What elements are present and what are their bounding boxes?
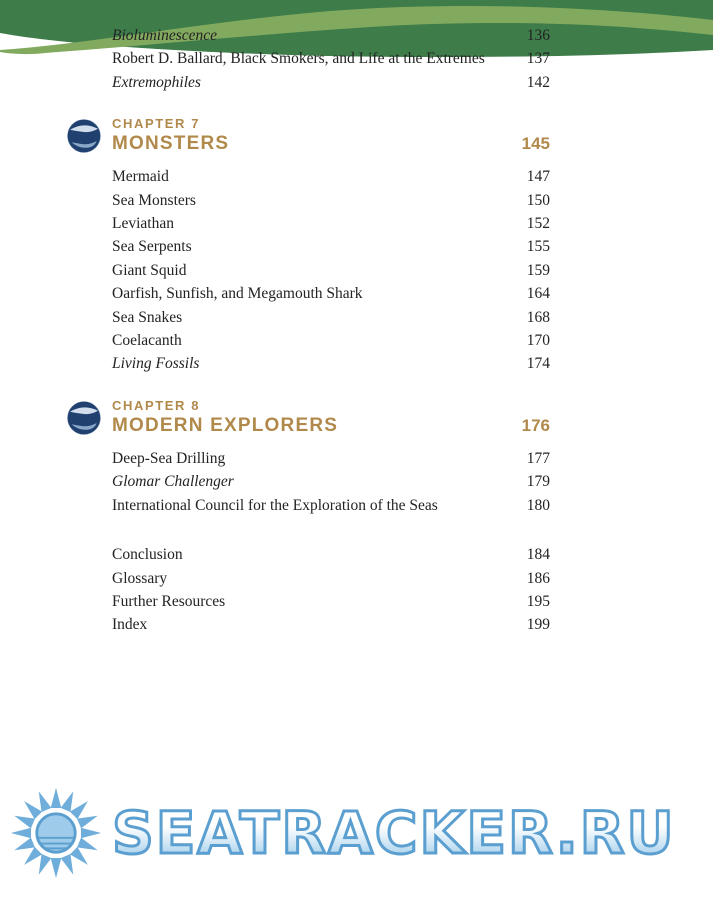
toc-entry-page: 150 — [526, 191, 550, 209]
front-entries — [112, 24, 550, 94]
toc-entry-page: 179 — [526, 473, 550, 491]
chapter-7-header — [112, 116, 550, 156]
toc-entry-title: Living Fossils — [112, 355, 200, 373]
toc-entry — [112, 494, 550, 517]
toc-entry — [112, 329, 550, 352]
toc-entry-title: Bioluminescence — [112, 27, 218, 44]
toc-entry-title: Giant Squid — [112, 261, 187, 279]
toc-entry-page: 136 — [526, 27, 550, 44]
toc-entry-title: Index — [112, 616, 148, 634]
toc-entry-page: 174 — [526, 355, 550, 373]
toc-entry-title: International Council for the Exploration of the Seas — [112, 496, 438, 514]
toc-entry-page: 155 — [526, 238, 550, 256]
toc-entry-title: Coelacanth — [112, 332, 182, 350]
toc-entry-page: 159 — [526, 261, 550, 279]
toc-entry-title: Extremophiles — [112, 73, 201, 91]
toc-entry-page: 186 — [526, 569, 550, 587]
toc-entry-page: 137 — [526, 50, 550, 68]
toc-entry-title: Robert D. Ballard, Black Smokers, and Life at the Extremes — [112, 50, 485, 68]
chapter-page-number: 145 — [521, 134, 550, 154]
globe-icon — [66, 118, 102, 154]
toc-entry — [112, 189, 550, 212]
toc-entry-title: Glomar Challenger — [112, 473, 234, 491]
toc-entry — [112, 235, 550, 258]
toc-entry — [112, 543, 550, 566]
toc-entry — [112, 306, 550, 329]
toc-entry-page: 180 — [526, 496, 550, 514]
chapter-title-row — [112, 414, 550, 438]
toc-entry-page: 184 — [526, 546, 550, 564]
toc-entry-title: Leviathan — [112, 215, 174, 233]
chapter-title-row — [112, 132, 550, 156]
chapter-page-number: 176 — [521, 415, 550, 435]
toc-entry-title: Oarfish, Sunfish, and Megamouth Shark — [112, 285, 363, 303]
toc-entry — [112, 24, 550, 47]
watermark — [8, 785, 713, 881]
toc-entry-title: Sea Snakes — [112, 308, 183, 326]
chapter-number-label: CHAPTER 8 — [112, 397, 201, 413]
toc-entry-title: Glossary — [112, 569, 168, 587]
watermark-text: SEATRACKER.RU — [112, 799, 676, 867]
chapter-title: MONSTERS — [112, 133, 230, 155]
globe-icon — [66, 400, 102, 436]
toc-entry-page: 164 — [526, 285, 550, 303]
toc-entry — [112, 165, 550, 188]
toc-entry — [112, 447, 550, 470]
chapter-7-block — [112, 116, 550, 376]
toc-entry-title: Further Resources — [112, 592, 226, 610]
toc-entry-title: Deep-Sea Drilling — [112, 449, 226, 467]
toc-entry — [112, 590, 550, 613]
toc-entry — [112, 259, 550, 282]
toc-entry-page: 168 — [526, 308, 550, 326]
toc-entry — [112, 352, 550, 375]
toc-entry — [112, 47, 550, 70]
toc-entry — [112, 212, 550, 235]
chapter-title: MODERN EXPLORERS — [112, 414, 339, 436]
toc-entry-page: 199 — [526, 616, 550, 634]
toc-entry — [112, 470, 550, 493]
toc-entry-title: Sea Serpents — [112, 238, 192, 256]
toc-entry-title: Conclusion — [112, 546, 183, 564]
sun-logo-icon — [8, 785, 104, 881]
chapter-number-label: CHAPTER 7 — [112, 116, 201, 132]
toc-entry-title: Sea Monsters — [112, 191, 196, 209]
toc-entry-page: 177 — [526, 449, 550, 467]
back-matter-entries — [112, 543, 550, 637]
toc-entry — [112, 71, 550, 94]
toc-entry-title: Mermaid — [112, 168, 169, 186]
chapter-8-block — [112, 398, 550, 517]
toc-entry-page: 147 — [526, 168, 550, 186]
toc-entry-page: 152 — [526, 215, 550, 233]
toc-entry-page: 195 — [526, 592, 550, 610]
toc-entry — [112, 613, 550, 636]
toc-entry — [112, 567, 550, 590]
toc-entry-page: 170 — [526, 332, 550, 350]
toc-entry-page: 142 — [526, 73, 550, 91]
toc-entry — [112, 282, 550, 305]
chapter-8-header — [112, 398, 550, 438]
